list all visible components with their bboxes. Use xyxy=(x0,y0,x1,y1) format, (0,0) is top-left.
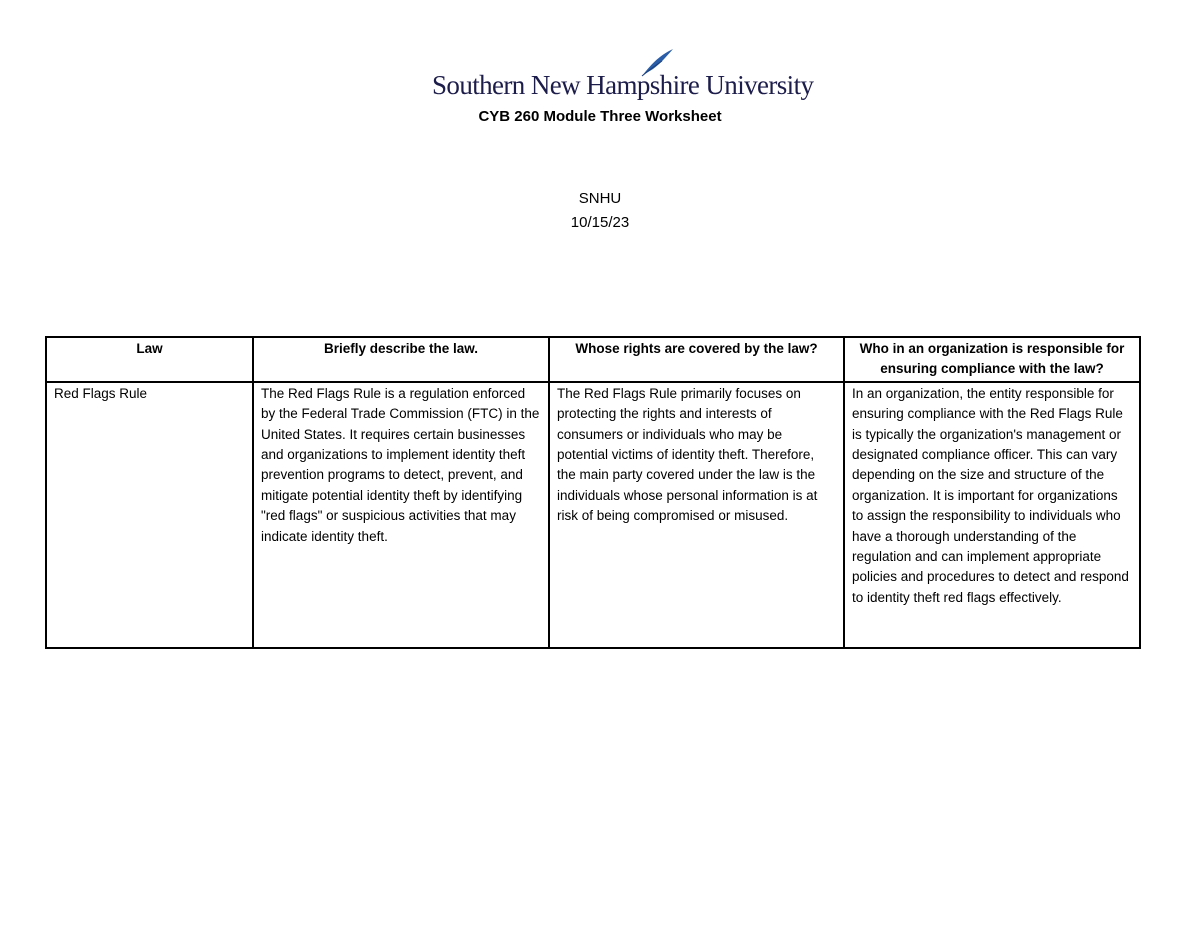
header-description: Briefly describe the law. xyxy=(253,337,549,382)
table-row xyxy=(46,382,1140,648)
cell-responsible: In an organization, the entity responsible for ensuring compliance with the Red Flags Rule is typically the organization's management or designated compliance officer. This can vary depending on the size and structure of the organization. It is important for organizations to assign the responsibility to individuals who have a thorough understanding of the regulation and can implement appropriate policies and procedures to detect and respond to identity theft red flags effectively. xyxy=(844,382,1140,648)
university-logo xyxy=(432,48,814,104)
header-responsible: Who in an organization is responsible for ensuring compliance with the law? xyxy=(844,337,1140,382)
law-table xyxy=(45,336,1141,649)
cell-law: Red Flags Rule xyxy=(46,382,253,648)
logo-wordmark: Southern New Hampshire University xyxy=(432,70,814,100)
document-title: CYB 260 Module Three Worksheet xyxy=(478,108,722,125)
document-date: 10/15/23 xyxy=(570,214,630,231)
cell-description: The Red Flags Rule is a regulation enforced by the Federal Trade Commission (FTC) in the United States. It requires certain businesses and organizations to implement identity theft prevention programs to detect, prevent, and mitigate potential identity theft by identifying "red flags" or suspicious activities that may indicate identity theft. xyxy=(253,382,549,648)
author-name: SNHU xyxy=(578,190,622,207)
cell-rights: The Red Flags Rule primarily focuses on protecting the rights and interests of consumers or individuals who may be potential victims of identity theft. Therefore, the main party covered under the law is the individuals whose personal information is at risk of being compromised or misused. xyxy=(549,382,844,648)
table-header-row xyxy=(46,337,1140,382)
header-rights: Whose rights are covered by the law? xyxy=(549,337,844,382)
header-law: Law xyxy=(46,337,253,382)
